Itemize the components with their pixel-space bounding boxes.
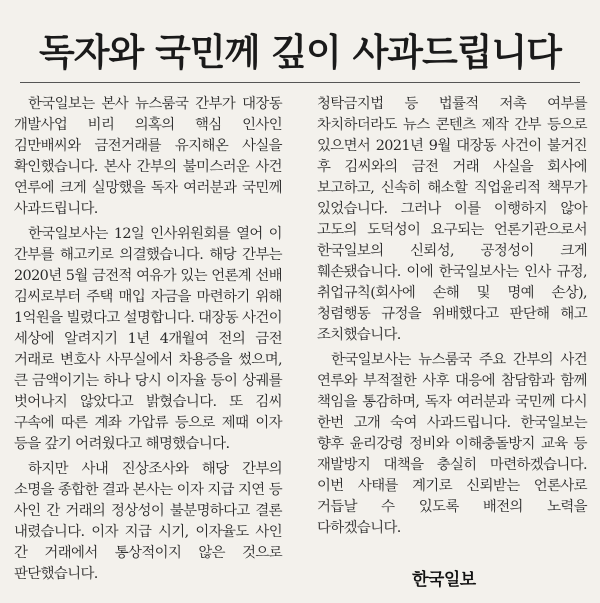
signature: 한국일보 — [412, 570, 476, 590]
paragraph: 청탁금지법 등 법률적 저촉 여부를 차치하더라도 뉴스 콘텐츠 제작 간부 등으로 있으면서 2021년 9월 대장동 사건이 불거진 후 김씨와의 금전 거래 사실을 회사에 보고하고, 신속히 해소할 직업윤리적 책무가 있었습니다. 그러나 이를 이행하지 않아 고도의 도덕성이 요구되는 언론기관으로서 한국일보의 신뢰성, 공정성이 크게 훼손됐습니다. 이에 한국일보사는 인사 규정, 취업규칙(회사에 손해 및 명예 손상), 청렴행동 규정을 위배했다고 판단해 해고 조치했습니다. — [317, 96, 587, 343]
headline: 독자와 국민께 깊이 사과드립니다 — [38, 31, 562, 74]
paragraph: 하지만 사내 진상조사와 해당 간부의 소명을 종합한 결과 본사는 이자 지급 지연 등 사인 간 거래의 정상성이 불분명하다고 결론 내렸습니다. 이자 지급 시기, 이자율도 사인 간 거래에서 통상적이지 않은 것으로 판단했습니다. — [14, 461, 282, 582]
right-column — [317, 94, 587, 543]
headline-divider — [20, 82, 580, 83]
left-column — [14, 94, 282, 589]
paragraph: 한국일보는 본사 뉴스룸국 간부가 대장동 개발사업 비리 의혹의 핵심 인사인 김만배씨와 금전거래를 유지해온 사실을 확인했습니다. 본사 간부의 불미스러운 사건 연루에 크게 실망했을 독자 여러분과 국민께 사과드립니다. — [14, 96, 282, 217]
paragraph: 한국일보사는 뉴스룸국 주요 간부의 사건 연루와 부적절한 사후 대응에 참담함과 함께 책임을 통감하며, 독자 여러분과 국민께 다시 한번 고개 숙여 사과드립니다. 한국일보는 향후 윤리강령 정비와 이해충돌방지 교육 등 재발방지 대책을 충실히 마련하겠습니다. 이번 사태를 계기로 신뢰받는 언론사로 거듭날 수 있도록 배전의 노력을 다하겠습니다. — [317, 352, 587, 536]
paragraph: 한국일보사는 12일 인사위원회를 열어 이 간부를 해고키로 의결했습니다. 해당 간부는 2020년 5월 금전적 여유가 있는 언론계 선배 김씨로부터 주택 매입 자금을 마련하기 위해 1억원을 빌렸다고 설명합니다. 대장동 사건이 세상에 알려지기 1년 4개월여 전의 금전 거래로 변호사 사무실에서 차용증을 썼으며, 큰 금액이기는 하나 당시 이자율 등이 상궤를 벗어나지 않았다고 밝혔습니다. 또 김씨 구속에 따른 계좌 가압류 등으로 제때 이자 등을 갚기 어려웠다고 해명했습니다. — [14, 226, 282, 452]
